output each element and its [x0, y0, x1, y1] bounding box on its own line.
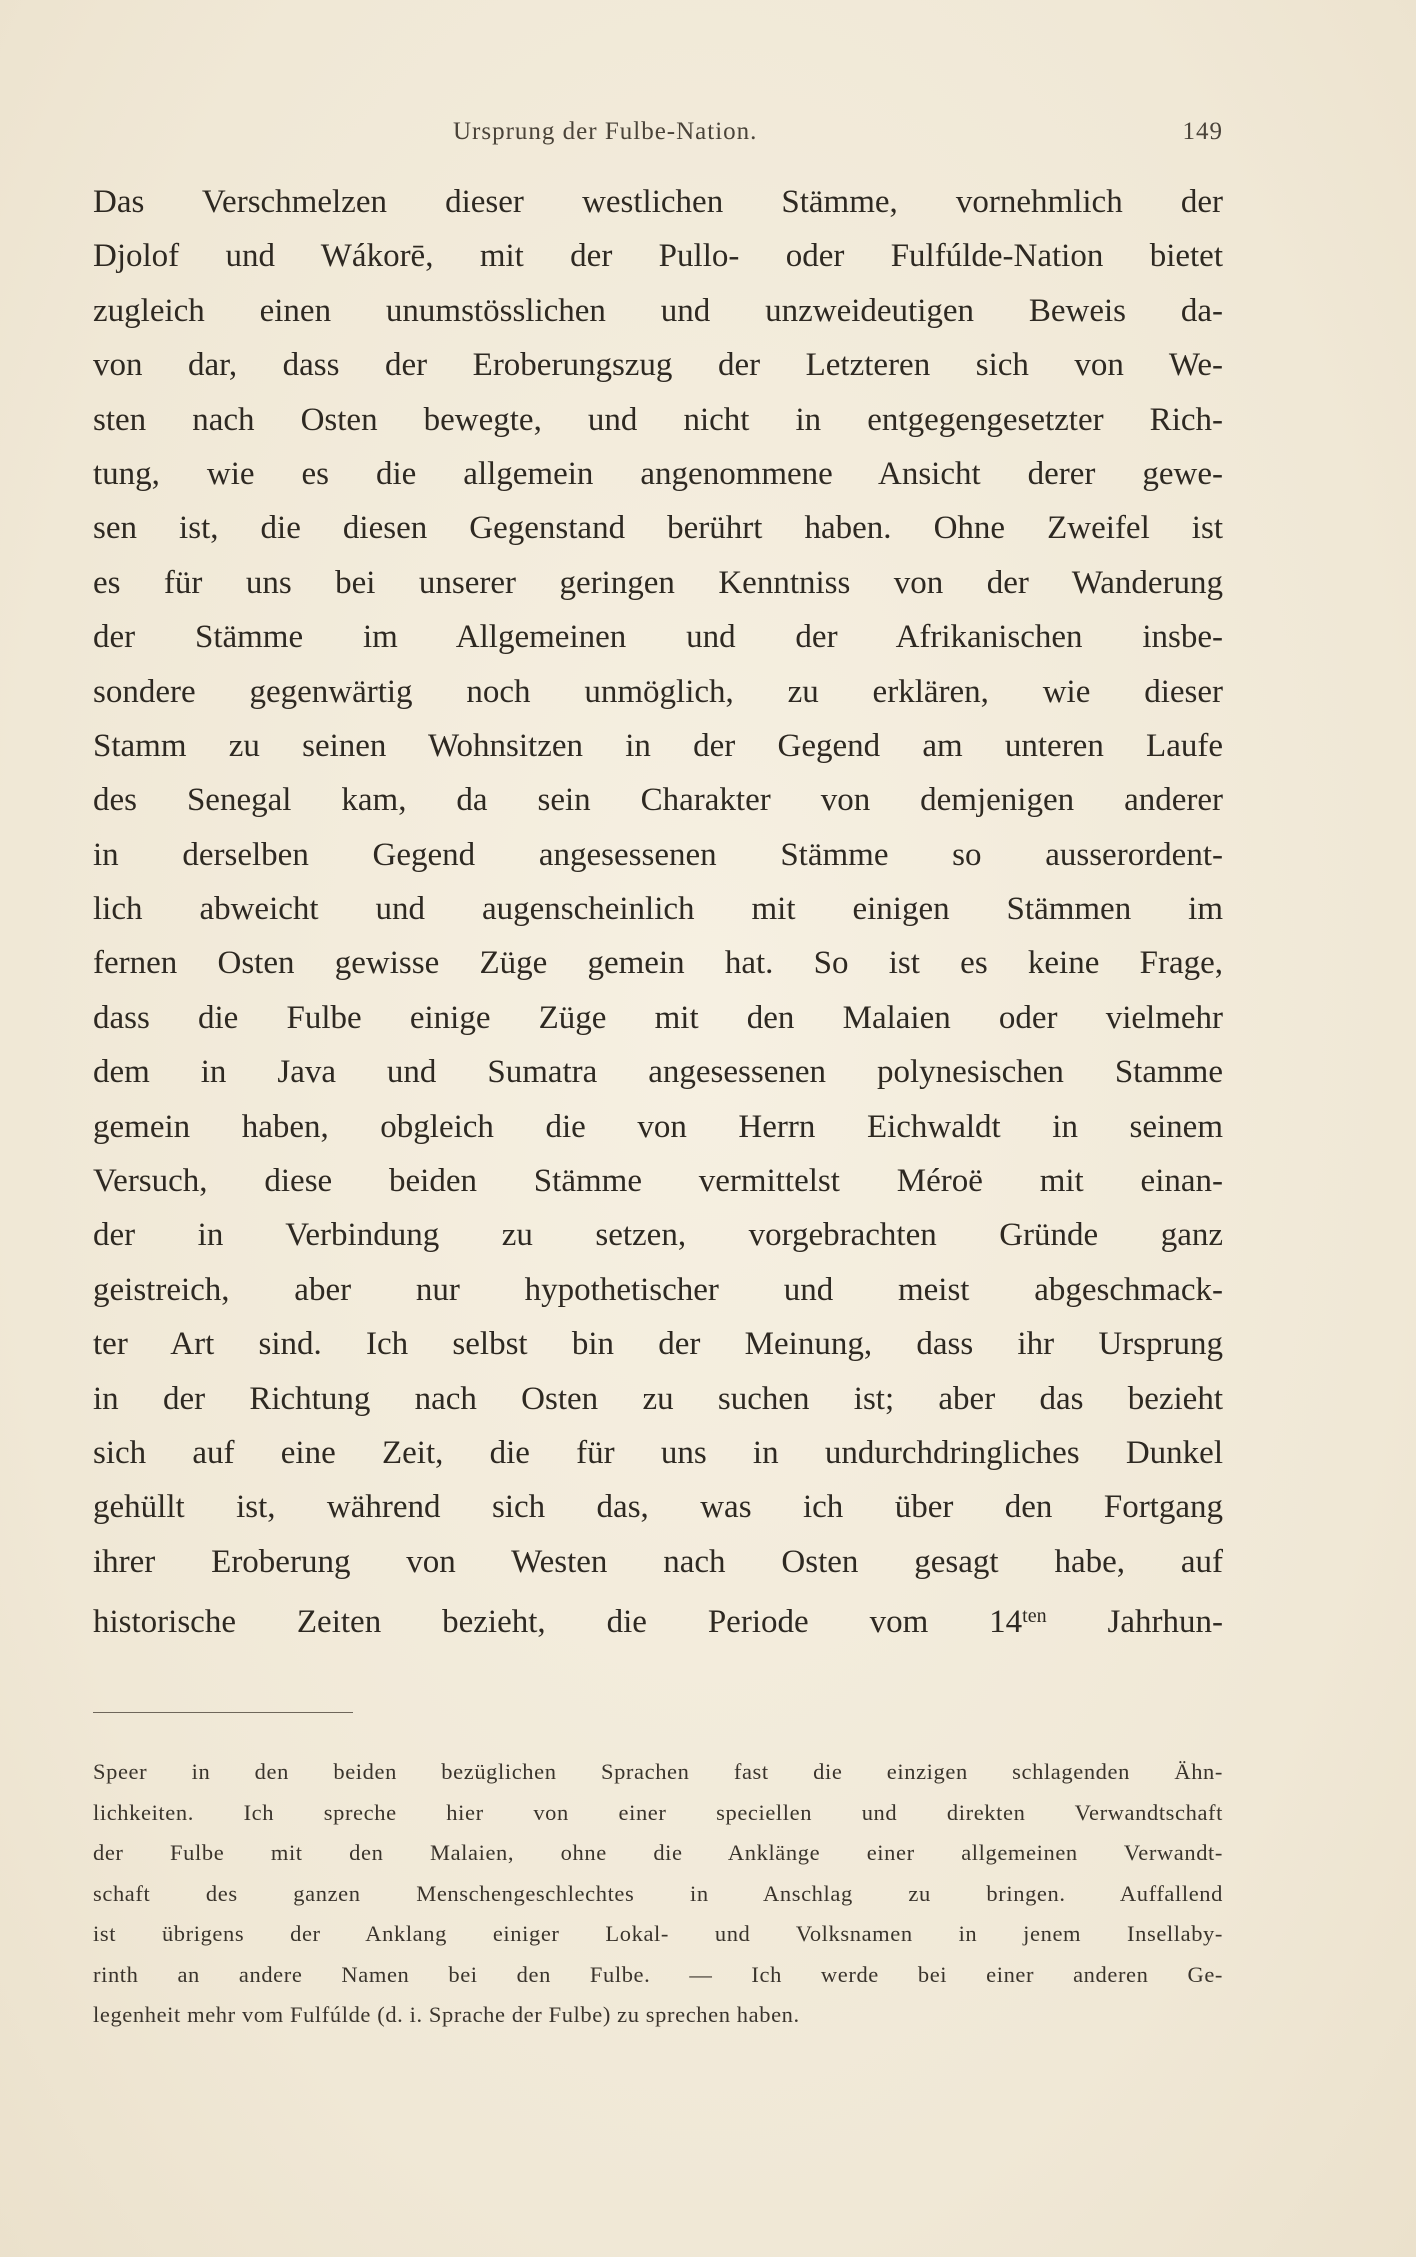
footnote-line: lichkeiten. Ich spreche hier von einer speciellen und direkten Verwandtschaft	[93, 1799, 1223, 1825]
last-line-suffix: Jahrhun-	[1046, 1604, 1224, 1641]
main-paragraph	[93, 175, 1223, 1644]
text-line: ihrer Eroberung von Westen nach Osten gesagt habe, auf	[93, 1543, 1223, 1580]
text-line: gehüllt ist, während sich das, was ich über den Fortgang	[93, 1489, 1223, 1526]
footnote-line: der Fulbe mit den Malaien, ohne die Anklänge einer allgemeinen Verwandt-	[93, 1840, 1223, 1865]
text-line: tung, wie es die allgemein angenommene Ansicht derer gewe-	[93, 455, 1223, 492]
text-line: des Senegal kam, da sein Charakter von demjenigen anderer	[93, 782, 1223, 819]
text-line: von dar, dass der Eroberungszug der Letzteren sich von We-	[93, 347, 1223, 384]
text-line: sen ist, die diesen Gegenstand berührt haben. Ohne Zweifel ist	[93, 510, 1223, 547]
page-number: 149	[1182, 118, 1223, 145]
text-line: fernen Osten gewisse Züge gemein hat. So ist es keine Frage,	[93, 945, 1223, 982]
footnote-line: legenheit mehr vom Fulfúlde (d. i. Sprache der Fulbe) zu sprechen haben.	[93, 2002, 800, 2027]
text-line: der in Verbindung zu setzen, vorgebrachten Gründe ganz	[93, 1217, 1223, 1254]
footnote-rule	[93, 1712, 353, 1713]
text-line: gemein haben, obgleich die von Herrn Eichwaldt in seinem	[93, 1108, 1223, 1145]
text-line: in der Richtung nach Osten zu suchen ist; aber das bezieht	[93, 1380, 1223, 1417]
footnote-line: Speer in den beiden bezüglichen Sprachen fast die einzigen schlagenden Ähn-	[93, 1759, 1223, 1784]
text-line: lich abweicht und augenscheinlich mit einigen Stämmen im	[93, 891, 1223, 928]
footnote-line: schaft des ganzen Menschengeschlechtes in Anschlag zu bringen. Auffallend	[93, 1880, 1223, 1906]
text-line: Das Verschmelzen dieser westlichen Stämme, vornehmlich der	[93, 184, 1223, 220]
footnote-line: ist übrigens der Anklang einiger Lokal- und Volksnamen in jenem Insellaby-	[93, 1921, 1223, 1946]
text-line: Stamm zu seinen Wohnsitzen in der Gegend am unteren Laufe	[93, 727, 1223, 764]
text-line: sten nach Osten bewegte, und nicht in entgegengesetzter Rich-	[93, 401, 1223, 438]
text-line: der Stämme im Allgemeinen und der Afrikanischen insbe-	[93, 619, 1223, 656]
running-title: Ursprung der Fulbe-Nation.	[453, 118, 758, 145]
text-line: geistreich, aber nur hypothetischer und meist abgeschmack-	[93, 1271, 1223, 1308]
footnote-line: rinth an andere Namen bei den Fulbe. — Ich werde bei einer anderen Ge-	[93, 1961, 1223, 1987]
running-head	[93, 118, 1223, 158]
text-line: ter Art sind. Ich selbst bin der Meinung, dass ihr Ursprung	[93, 1326, 1223, 1363]
text-line-last	[93, 1589, 1223, 1643]
footnote	[93, 1752, 1223, 2036]
ordinal-superscript: ten	[1022, 1605, 1047, 1628]
text-line: zugleich einen unumstösslichen und unzweideutigen Beweis da-	[93, 292, 1223, 329]
text-line: Djolof und Wákorē, mit der Pullo- oder Fulfúlde-Nation bietet	[93, 238, 1223, 275]
text-line: in derselben Gegend angesessenen Stämme so ausserordent-	[93, 836, 1223, 873]
text-line: Versuch, diese beiden Stämme vermittelst Méroë mit einan-	[93, 1163, 1223, 1200]
text-line: dem in Java und Sumatra angesessenen polynesischen Stamme	[93, 1054, 1223, 1091]
text-line: sich auf eine Zeit, die für uns in undurchdringliches Dunkel	[93, 1434, 1223, 1471]
last-line-prefix: historische Zeiten bezieht, die Periode vom 14	[93, 1604, 1023, 1641]
text-line: es für uns bei unserer geringen Kenntniss von der Wanderung	[93, 564, 1223, 601]
text-line: sondere gegenwärtig noch unmöglich, zu erklären, wie dieser	[93, 673, 1223, 710]
text-line: dass die Fulbe einige Züge mit den Malaien oder vielmehr	[93, 999, 1223, 1036]
